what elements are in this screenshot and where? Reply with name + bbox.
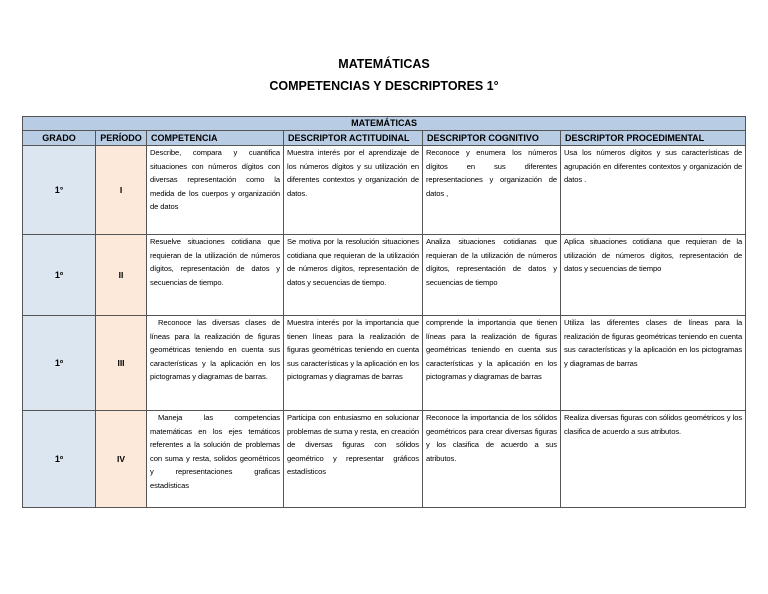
competencia-cell: Reconoce las diversas clases de líneas para la realización de figuras geométricas teniendo en cuenta sus características y la aplicación en los pictogramas y diagramas de barras. xyxy=(147,316,284,411)
competencia-cell: Maneja las competencias matemáticas en los ejes temáticos referentes a la solución de problemas con suma y resta, solidos geométricos y representaciones graficas estadísticas xyxy=(147,411,284,508)
grade-cell: 1º xyxy=(23,316,96,411)
procedimental-cell: Aplica situaciones cotidiana que requieran de la utilización de números dígitos, representación de datos y secuencias de tiempo xyxy=(561,235,746,316)
cognitivo-cell: comprende la importancia que tienen líneas para la realización de figuras geométricas teniendo en cuenta sus características y la aplicación en los pictogramas y diagramas de barras xyxy=(423,316,561,411)
table-row xyxy=(23,411,746,508)
table-row xyxy=(23,316,746,411)
page-subtitle: COMPETENCIAS Y DESCRIPTORES 1° xyxy=(269,79,499,93)
competencia-cell: Describe, compara y cuantifica situaciones con números dígitos con diversas representación como la medida de los cuerpos y organización de datos xyxy=(147,146,284,235)
period-cell: III xyxy=(96,316,147,411)
actitudinal-cell: Participa con entusiasmo en solucionar problemas de suma y resta, en creación de diversas figuras con sólidos geométrico y representar gráficos estadísticos xyxy=(284,411,423,508)
table-row xyxy=(23,235,746,316)
procedimental-cell: Realiza diversas figuras con sólidos geométricos y los clasifica de acuerdo a sus atributos. xyxy=(561,411,746,508)
header-competencia: COMPETENCIA xyxy=(147,131,284,146)
table-banner: MATEMÁTICAS xyxy=(23,117,746,131)
actitudinal-cell: Muestra interés por la importancia que tienen líneas para la realización de figuras geométricas teniendo en cuenta sus características y la aplicación en los pictogramas y diagramas de barras xyxy=(284,316,423,411)
page-title: MATEMÁTICAS xyxy=(338,57,430,71)
period-cell: IV xyxy=(96,411,147,508)
cognitivo-cell: Reconoce la importancia de los sólidos geométricos para crear diversas figuras y los clasifica de acuerdo a sus atributos. xyxy=(423,411,561,508)
header-grado: GRADO xyxy=(23,131,96,146)
header-procedimental: DESCRIPTOR PROCEDIMENTAL xyxy=(561,131,746,146)
header-cognitivo: DESCRIPTOR COGNITIVO xyxy=(423,131,561,146)
actitudinal-cell: Se motiva por la resolución situaciones cotidiana que requieran de la utilización de números dígitos, representación de datos y secuencias de tiempo. xyxy=(284,235,423,316)
grade-cell: 1º xyxy=(23,411,96,508)
period-cell: I xyxy=(96,146,147,235)
actitudinal-cell: Muestra interés por el aprendizaje de los números dígitos y su utilización en diferentes contextos y organización de datos. xyxy=(284,146,423,235)
competencia-cell: Resuelve situaciones cotidiana que requieran de la utilización de números dígitos, representación de datos y secuencias de tiempo. xyxy=(147,235,284,316)
table-row xyxy=(23,146,746,235)
header-actitudinal: DESCRIPTOR ACTITUDINAL xyxy=(284,131,423,146)
competencies-table xyxy=(22,116,746,508)
procedimental-cell: Utiliza las diferentes clases de líneas para la realización de figuras geométricas teniendo en cuenta sus características y la aplicación en los pictogramas y diagramas de barras xyxy=(561,316,746,411)
grade-cell: 1° xyxy=(23,146,96,235)
cognitivo-cell: Analiza situaciones cotidianas que requieran de la utilización de números dígitos, representación de datos y secuencias de tiempo xyxy=(423,235,561,316)
cognitivo-cell: Reconoce y enumera los números dígitos en sus diferentes representaciones y organización de datos , xyxy=(423,146,561,235)
period-cell: II xyxy=(96,235,147,316)
header-periodo: PERÍODO xyxy=(96,131,147,146)
grade-cell: 1º xyxy=(23,235,96,316)
procedimental-cell: Usa los números dígitos y sus características de agrupación en diferentes contextos y organización de datos . xyxy=(561,146,746,235)
table-header-row xyxy=(23,131,746,146)
